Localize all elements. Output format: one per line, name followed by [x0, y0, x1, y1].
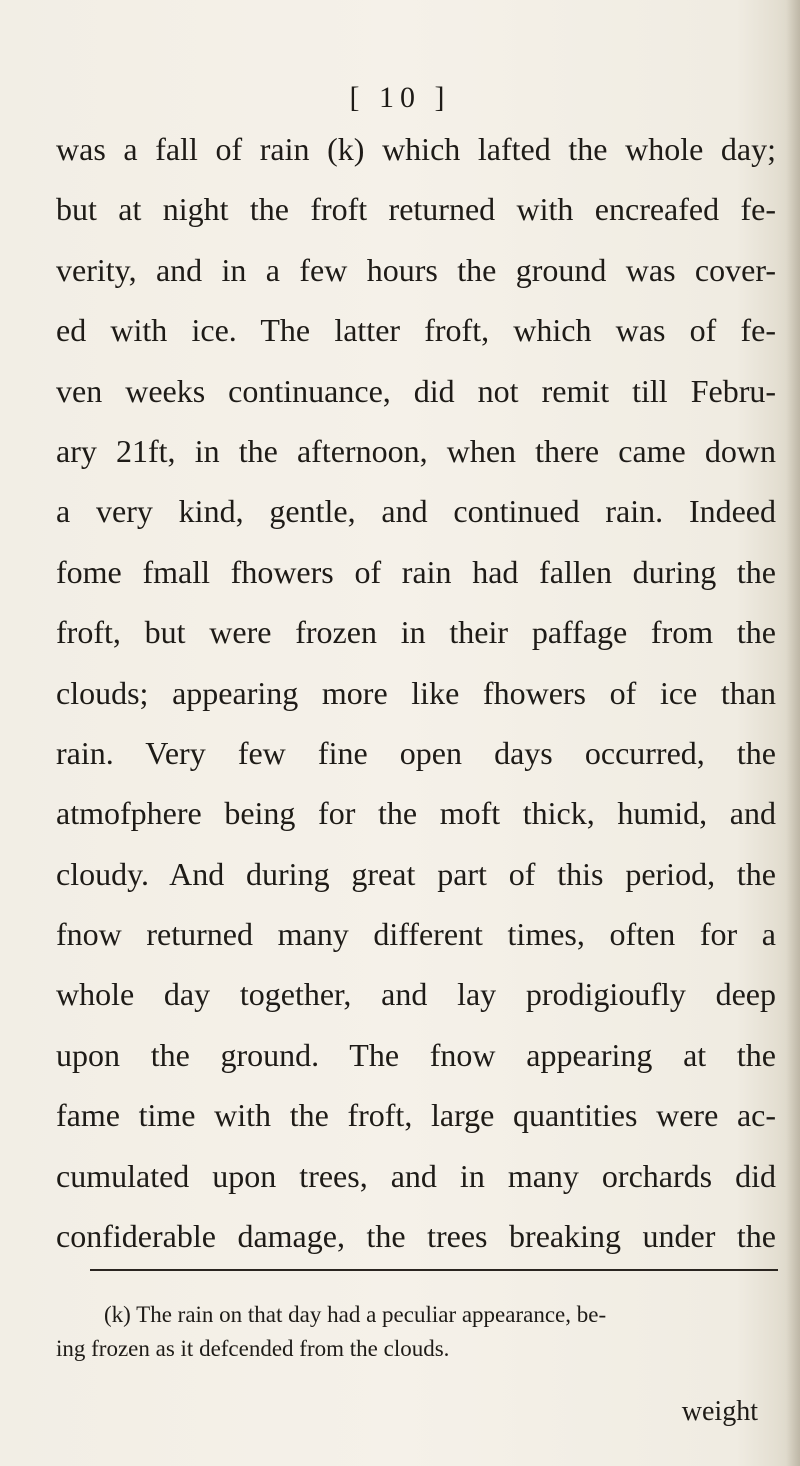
- text-line: verity, and in a few hours the ground was cover-: [56, 251, 776, 288]
- text-line: rain. Very few fine open days occurred, the: [56, 734, 776, 771]
- page-number: [ 10 ]: [349, 81, 451, 114]
- footnote-line: (k) The rain on that day had a peculiar appearance, be-: [104, 1302, 607, 1327]
- text-line: clouds; appearing more like fhowers of ice than: [56, 674, 776, 711]
- text-line: atmofphere being for the moft thick, humid, and: [56, 795, 776, 832]
- body-text: [56, 121, 776, 1268]
- text-line: ed with ice. The latter froft, which was of fe-: [56, 312, 776, 349]
- text-line: fnow returned many different times, often for a: [56, 916, 776, 953]
- text-line: cloudy. And during great part of this period, the: [56, 855, 776, 892]
- text-line: fome fmall fhowers of rain had fallen during the: [56, 553, 776, 590]
- text-line: ven weeks continuance, did not remit till Febru-: [56, 372, 776, 409]
- text-line: confiderable damage, the trees breaking under the: [56, 1218, 776, 1255]
- text-line: upon the ground. The fnow appearing at the: [56, 1036, 776, 1073]
- text-line: fame time with the froft, large quantities were ac-: [56, 1097, 776, 1134]
- page-edge-shadow: [786, 0, 800, 1466]
- footnote-divider: [90, 1269, 778, 1271]
- catchword: weight: [681, 1396, 758, 1427]
- text-line: but at night the froft returned with encreafed fe-: [56, 191, 776, 228]
- text-line: whole day together, and lay prodigioufly deep: [56, 976, 776, 1013]
- text-line: was a fall of rain (k) which lafted the whole day;: [56, 131, 776, 167]
- text-line: cumulated upon trees, and in many orchards did: [56, 1157, 776, 1194]
- text-line: froft, but were frozen in their paffage from the: [56, 614, 776, 651]
- footnote: [56, 1298, 776, 1366]
- text-line: ary 21ft, in the afternoon, when there came down: [56, 432, 776, 469]
- text-line: a very kind, gentle, and continued rain. Indeed: [56, 493, 776, 530]
- footnote-line: ing frozen as it defcended from the clouds.: [56, 1336, 450, 1361]
